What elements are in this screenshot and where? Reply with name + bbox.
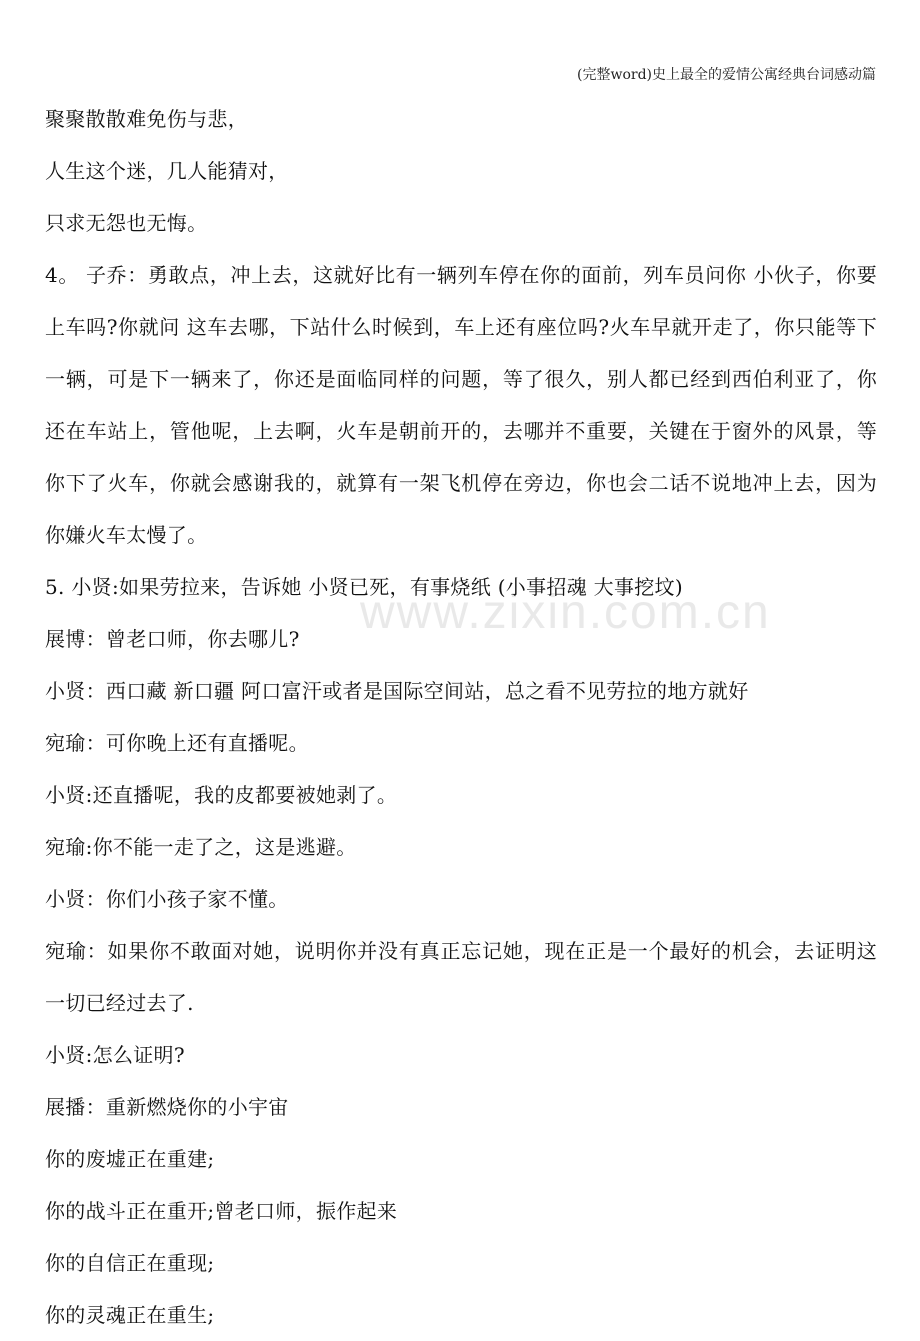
dialogue-line: 你的战斗正在重开;曾老口师，振作起来 (45, 1199, 398, 1223)
dialogue-line: 展博：曾老口师，你去哪儿? (45, 627, 300, 651)
dialogue-line: 小贤：西口藏 新口疆 阿口富汗或者是国际空间站，总之看不见劳拉的地方就好 (45, 679, 749, 703)
dialogue-line: 小贤:怎么证明? (45, 1043, 185, 1067)
dialogue-line: 你的废墟正在重建; (45, 1147, 215, 1171)
page-header-title: (完整word)史上最全的爱情公寓经典台词感动篇 (577, 67, 876, 83)
poem-line: 人生这个迷，几人能猜对， (45, 159, 289, 183)
dialogue-line: 你的灵魂正在重生; (45, 1303, 215, 1327)
watermark: www.zixin.com.cn (360, 586, 771, 639)
dialogue-line: 小贤:还直播呢，我的皮都要被她剥了。 (45, 783, 398, 807)
dialogue-paragraph: 宛瑜：如果你不敢面对她，说明你并没有真正忘记她，现在正是一个最好的机会，去证明这一切已经过去了. (45, 939, 877, 1015)
quote-paragraph-4: 4。 子乔：勇敢点，冲上去，这就好比有一辆列车停在你的面前，列车员问你 小伙子，你要上车吗?你就问 这车去哪，下站什么时候到，车上还有座位吗?火车早就开走了，你只能等下一辆，可是下一辆来了，你还是面临同样的问题，等了很久，别人都已经到西伯利亚了，你还在车站上，管他呢，上去啊，火车是朝前开的，去哪并不重要，关键在于窗外的风景，等你下了火车，你就会感谢我的，就算有一架飞机停在旁边，你也会二话不说地冲上去，因为你嫌火车太慢了。 (45, 263, 877, 547)
dialogue-line: 小贤：你们小孩子家不懂。 (45, 887, 289, 911)
dialogue-line: 宛瑜：可你晚上还有直播呢。 (45, 731, 309, 755)
poem-line: 只求无怨也无悔。 (45, 211, 208, 235)
dialogue-line: 展播：重新燃烧你的小宇宙 (45, 1095, 289, 1119)
dialogue-line: 5. 小贤:如果劳拉来，告诉她 小贤已死，有事烧纸 (小事招魂 大事挖坟) (45, 575, 683, 599)
dialogue-line: 你的自信正在重现; (45, 1251, 215, 1275)
document-body (45, 93, 877, 1341)
dialogue-line: 宛瑜:你不能一走了之，这是逃避。 (45, 835, 357, 859)
poem-line: 聚聚散散难免伤与悲， (45, 107, 248, 131)
